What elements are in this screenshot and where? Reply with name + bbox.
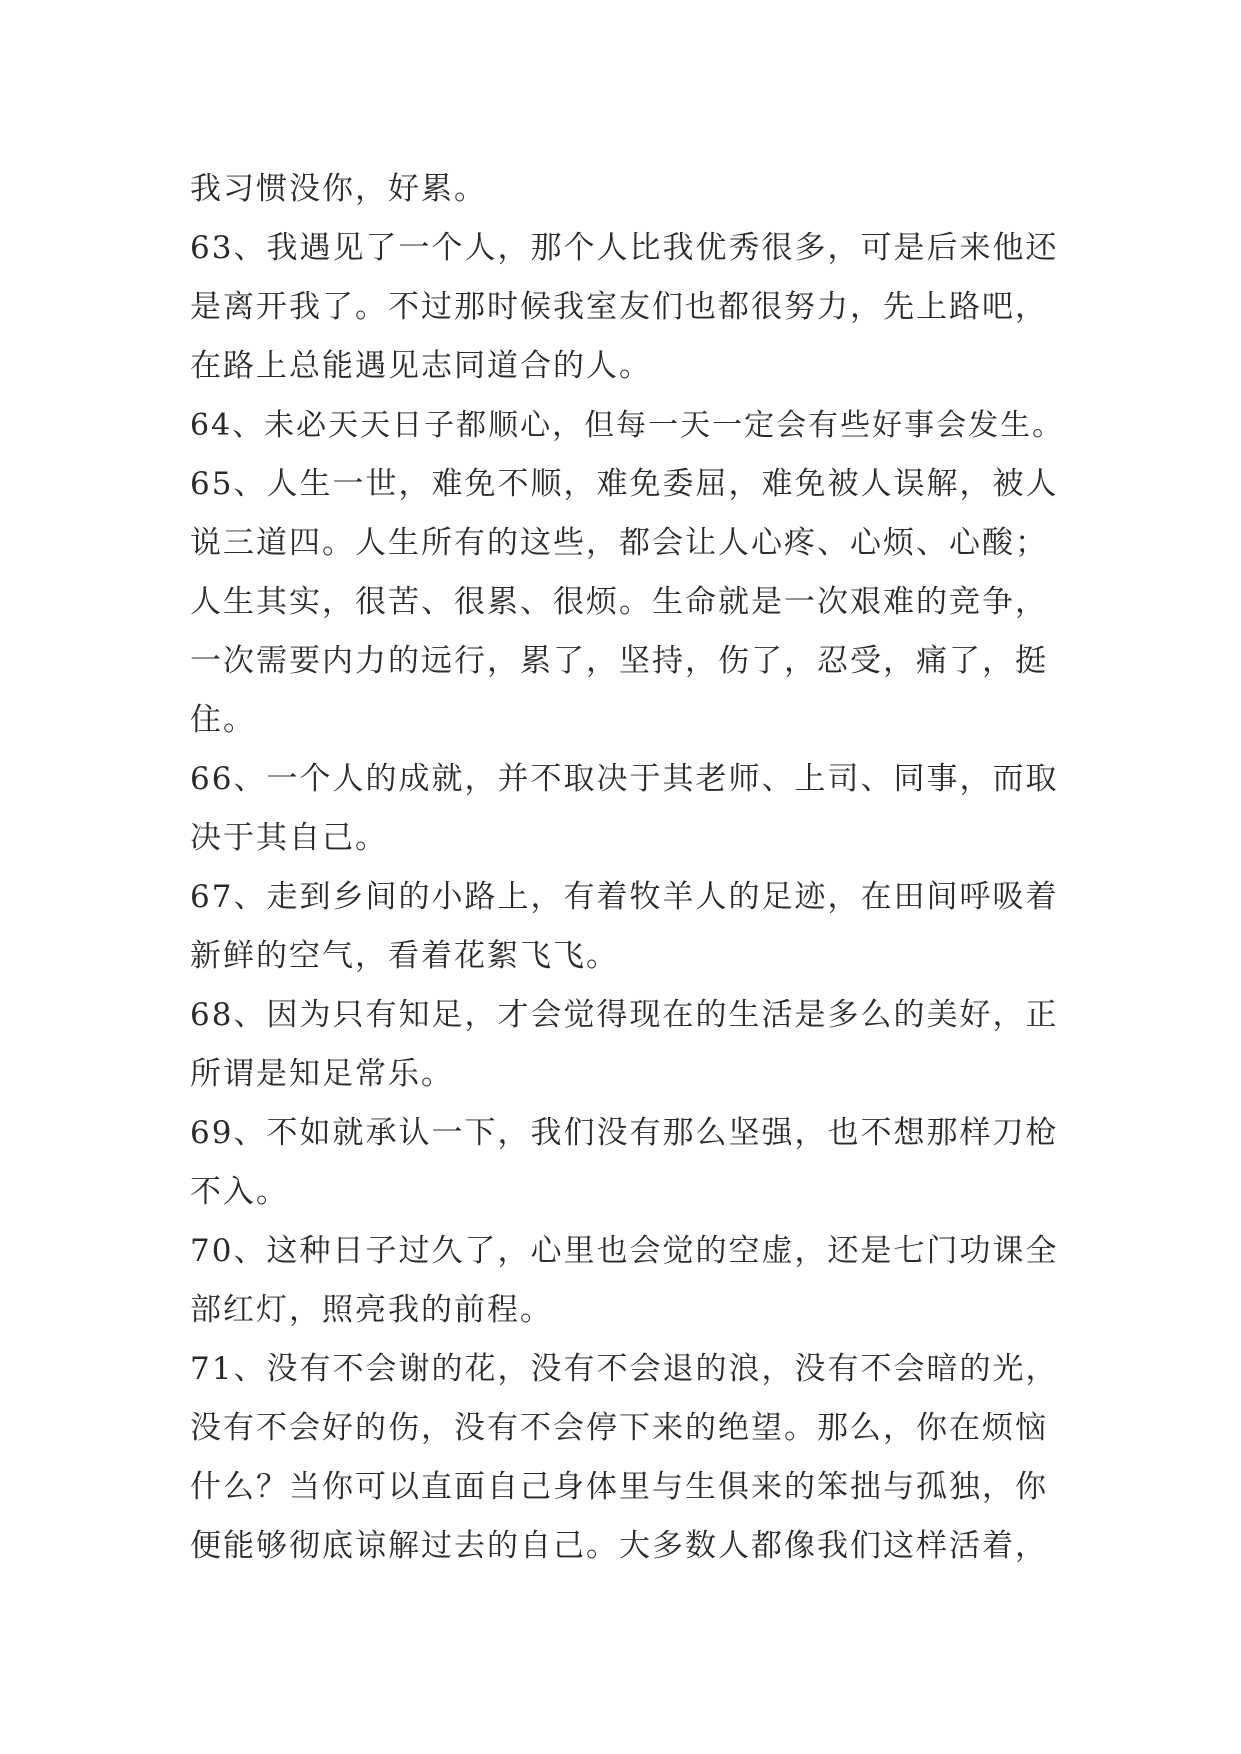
document-text-line: 部红灯，照亮我的前程。 [190,1292,553,1328]
document-text-line: 一次需要内力的远行，累了，坚持，伤了，忍受，痛了，挺 [190,643,1048,679]
document-text-line: 没有不会好的伤，没有不会停下来的绝望。那么，你在烦恼 [190,1410,1048,1446]
document-text-line: 69、不如就承认一下，我们没有那么坚强，也不想那样刀枪 [190,1115,1059,1151]
document-text-line: 70、这种日子过久了，心里也会觉的空虚，还是七门功课全 [190,1233,1059,1269]
document-text-line: 决于其自己。 [190,820,388,856]
document-text-line: 是离开我了。不过那时候我室友们也都很努力，先上路吧， [190,289,1048,325]
document-text-line: 住。 [190,702,256,738]
document-text-line: 所谓是知足常乐。 [190,1056,454,1092]
document-text-line: 64、未必天天日子都顺心，但每一天一定会有些好事会发生。 [190,408,1065,443]
document-body [190,160,1070,1576]
document-text-line: 63、我遇见了一个人，那个人比我优秀很多，可是后来他还 [190,230,1059,266]
document-text-line: 我习惯没你，好累。 [190,171,487,207]
document-text-line: 65、人生一世，难免不顺，难免委屈，难免被人误解，被人 [190,466,1059,502]
document-text-line: 67、走到乡间的小路上，有着牧羊人的足迹，在田间呼吸着 [190,879,1059,915]
document-text-line: 不入。 [190,1174,289,1210]
document-text-line: 什么？当你可以直面自己身体里与生俱来的笨拙与孤独，你 [190,1469,1048,1505]
document-text-line: 便能够彻底谅解过去的自己。大多数人都像我们这样活着， [190,1528,1048,1564]
document-text-line: 说三道四。人生所有的这些，都会让人心疼、心烦、心酸； [190,525,1048,561]
document-text-line: 66、一个人的成就，并不取决于其老师、上司、同事，而取 [190,761,1059,797]
document-text-line: 新鲜的空气，看着花絮飞飞。 [190,938,619,974]
document-text-line: 68、因为只有知足，才会觉得现在的生活是多么的美好，正 [190,997,1059,1033]
document-text-line: 人生其实，很苦、很累、很烦。生命就是一次艰难的竞争， [190,584,1048,620]
document-text-line: 71、没有不会谢的花，没有不会退的浪，没有不会暗的光， [190,1351,1059,1387]
document-text-line: 在路上总能遇见志同道合的人。 [190,348,652,384]
